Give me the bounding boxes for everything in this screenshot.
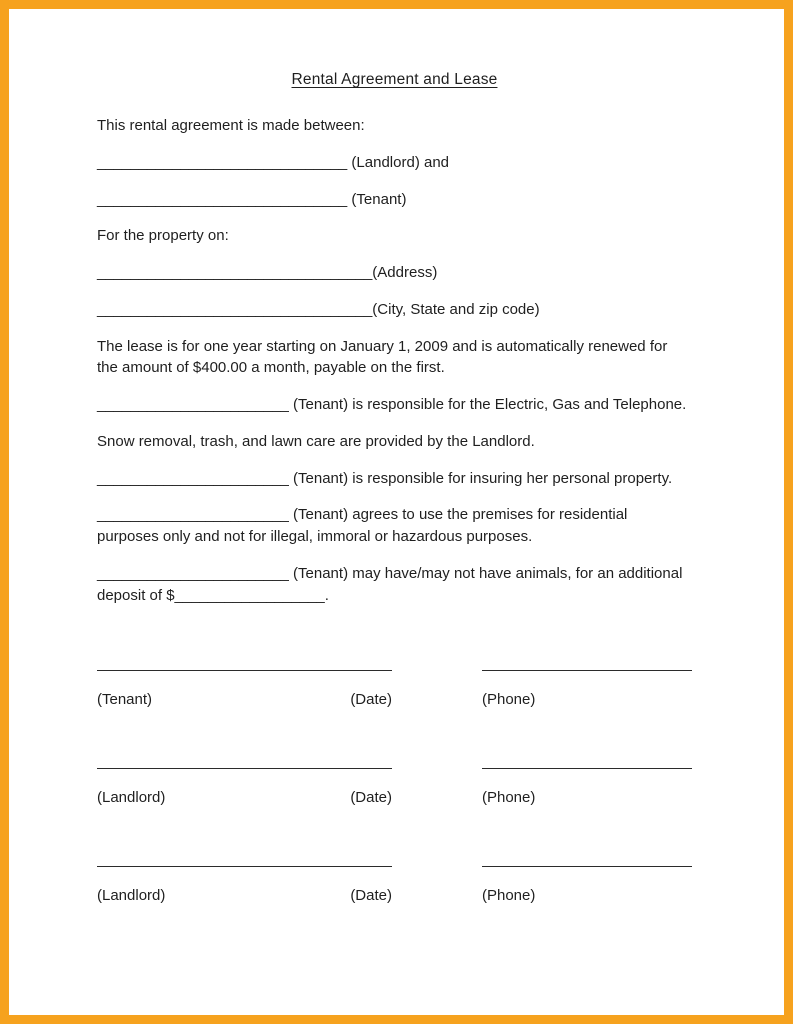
city-state-zip-line: _________________________________(City, State and zip code) bbox=[97, 300, 540, 318]
document-title: Rental Agreement and Lease bbox=[291, 71, 498, 88]
landlord-phone-line bbox=[482, 866, 692, 867]
premises-use-clause: _______________________ (Tenant) agrees to use the premises for residential purposes only and not for illegal, immoral or hazardous purposes. bbox=[97, 506, 632, 545]
signature-block-landlord-2 bbox=[97, 866, 692, 904]
tenant-phone-line bbox=[482, 670, 692, 671]
tenant-blank-line: ______________________________ (Tenant) bbox=[97, 190, 407, 208]
landlord-blank-line: ______________________________ (Landlord) and bbox=[97, 153, 450, 171]
lease-terms-clause: The lease is for one year starting on January 1, 2009 and is automatically renewed for the amount of $400.00 a month, payable on the first. bbox=[97, 337, 672, 377]
date-label: (Date) bbox=[350, 887, 392, 905]
phone-label: (Phone) bbox=[482, 691, 536, 709]
address-blank-line: _________________________________(Address) bbox=[97, 264, 438, 281]
property-intro-line: For the property on: bbox=[97, 227, 229, 245]
landlord-signature-line bbox=[97, 866, 392, 867]
tenant-label: (Tenant) bbox=[97, 691, 153, 709]
landlord-label: (Landlord) bbox=[97, 887, 166, 905]
landlord-label: (Landlord) bbox=[97, 789, 166, 807]
date-label: (Date) bbox=[350, 691, 392, 709]
intro-line: This rental agreement is made between: bbox=[97, 117, 365, 134]
tenant-signature-line bbox=[97, 670, 392, 671]
signature-section bbox=[97, 670, 692, 904]
document-body bbox=[97, 115, 692, 606]
animals-clause: _______________________ (Tenant) may have/may not have animals, for an additional deposit of $__________________. bbox=[97, 564, 687, 604]
utilities-clause: _______________________ (Tenant) is responsible for the Electric, Gas and Telephone. bbox=[97, 396, 687, 413]
phone-label: (Phone) bbox=[482, 887, 536, 905]
signature-block-landlord-1 bbox=[97, 768, 692, 806]
insurance-clause: _______________________ (Tenant) is responsible for insuring her personal property. bbox=[97, 469, 673, 487]
phone-label: (Phone) bbox=[482, 789, 536, 807]
landlord-services-clause: Snow removal, trash, and lawn care are provided by the Landlord. bbox=[97, 432, 535, 450]
landlord-signature-line bbox=[97, 768, 392, 769]
signature-block-tenant bbox=[97, 670, 692, 708]
landlord-phone-line bbox=[482, 768, 692, 769]
date-label: (Date) bbox=[350, 789, 392, 807]
